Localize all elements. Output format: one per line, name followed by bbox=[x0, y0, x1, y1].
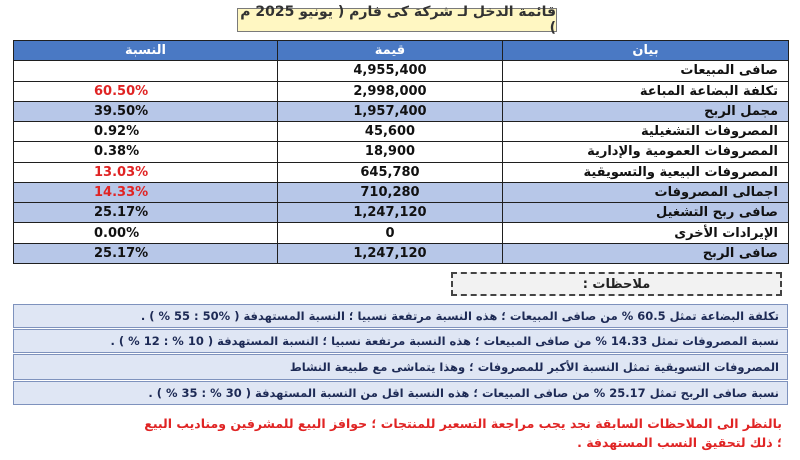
row-value: 710,280 bbox=[278, 182, 503, 202]
row-value: 1,247,120 bbox=[278, 203, 503, 223]
row-label: مجمل الربح bbox=[503, 101, 789, 121]
row-percentage: 0.00% bbox=[14, 223, 278, 243]
row-label: اجمالى المصروفات bbox=[503, 182, 789, 202]
table-row bbox=[14, 81, 789, 101]
row-label: صافى المبيعات bbox=[503, 61, 789, 81]
conclusion-line-2: ؛ ذلك لتحقيق النسب المستهدفة . bbox=[577, 435, 782, 450]
note-cogs: تكلفة البضاعة تمثل 60.5 % من صافى المبيعات ؛ هذه النسبة مرتفعة نسبيا ؛ النسبة المستهدفة ( %50 : 55 % ) . bbox=[13, 304, 788, 328]
note-marketing: المصروفات التسويقية تمثل النسبة الأكبر للمصروفات ؛ وهذا يتماشى مع طبيعة النشاط bbox=[13, 354, 788, 380]
header-value: قيمة bbox=[278, 41, 503, 61]
row-value: 2,998,000 bbox=[278, 81, 503, 101]
table-row bbox=[14, 142, 789, 162]
row-value: 1,957,400 bbox=[278, 101, 503, 121]
table-row bbox=[14, 162, 789, 182]
row-percentage: 0.38% bbox=[14, 142, 278, 162]
row-value: 1,247,120 bbox=[278, 243, 503, 263]
table-row bbox=[14, 223, 789, 243]
table-row bbox=[14, 182, 789, 202]
row-value: 45,600 bbox=[278, 122, 503, 142]
conclusion bbox=[13, 414, 788, 454]
row-percentage: 25.17% bbox=[14, 203, 278, 223]
row-percentage: 13.03% bbox=[14, 162, 278, 182]
table-row bbox=[14, 122, 789, 142]
row-label: الإيرادات الأخرى bbox=[503, 223, 789, 243]
row-percentage: 0.92% bbox=[14, 122, 278, 142]
note-expenses: نسبة المصروفات تمثل 14.33 % من صافى المبيعات ؛ هذه النسبة مرتفعة نسبيا ؛ النسبة المستهدفة ( 10 % : 12 % ) . bbox=[13, 329, 788, 353]
income-statement-table bbox=[13, 40, 789, 264]
row-label: المصروفات التشغيلية bbox=[503, 122, 789, 142]
row-value: 645,780 bbox=[278, 162, 503, 182]
row-percentage: 14.33% bbox=[14, 182, 278, 202]
table-row bbox=[14, 243, 789, 263]
row-label: تكلفة البضاعة المباعة bbox=[503, 81, 789, 101]
conclusion-line-1: بالنظر الى الملاحظات السابقة نجد يجب مراجعة التسعير للمنتجات ؛ حوافز البيع للمشرفين ومناديب البيع bbox=[144, 416, 782, 431]
table-row bbox=[14, 101, 789, 121]
table-row bbox=[14, 203, 789, 223]
row-label: المصروفات العمومية والإدارية bbox=[503, 142, 789, 162]
row-percentage bbox=[14, 61, 278, 81]
row-label: صافى الربح bbox=[503, 243, 789, 263]
row-value: 4,955,400 bbox=[278, 61, 503, 81]
notes-title: ملاحظات : bbox=[451, 272, 782, 296]
row-percentage: 25.17% bbox=[14, 243, 278, 263]
row-label: صافى ربح التشغيل bbox=[503, 203, 789, 223]
table-row bbox=[14, 61, 789, 81]
header-item: بيان bbox=[503, 41, 789, 61]
row-percentage: 60.50% bbox=[14, 81, 278, 101]
header-percentage: النسبة bbox=[14, 41, 278, 61]
row-value: 0 bbox=[278, 223, 503, 243]
note-net-profit: نسبة صافى الربح تمثل 25.17 % من صافى المبيعات ؛ هذه النسبة اقل من النسبة المستهدفة ( 30 % : 35 % ) . bbox=[13, 381, 788, 405]
row-value: 18,900 bbox=[278, 142, 503, 162]
row-label: المصروفات البيعية والتسويقية bbox=[503, 162, 789, 182]
row-percentage: 39.50% bbox=[14, 101, 278, 121]
table-header-row bbox=[14, 41, 789, 61]
page-title: قائمة الدخل لـ شركة كى فارم ( يونيو 2025 م ) bbox=[237, 8, 557, 32]
